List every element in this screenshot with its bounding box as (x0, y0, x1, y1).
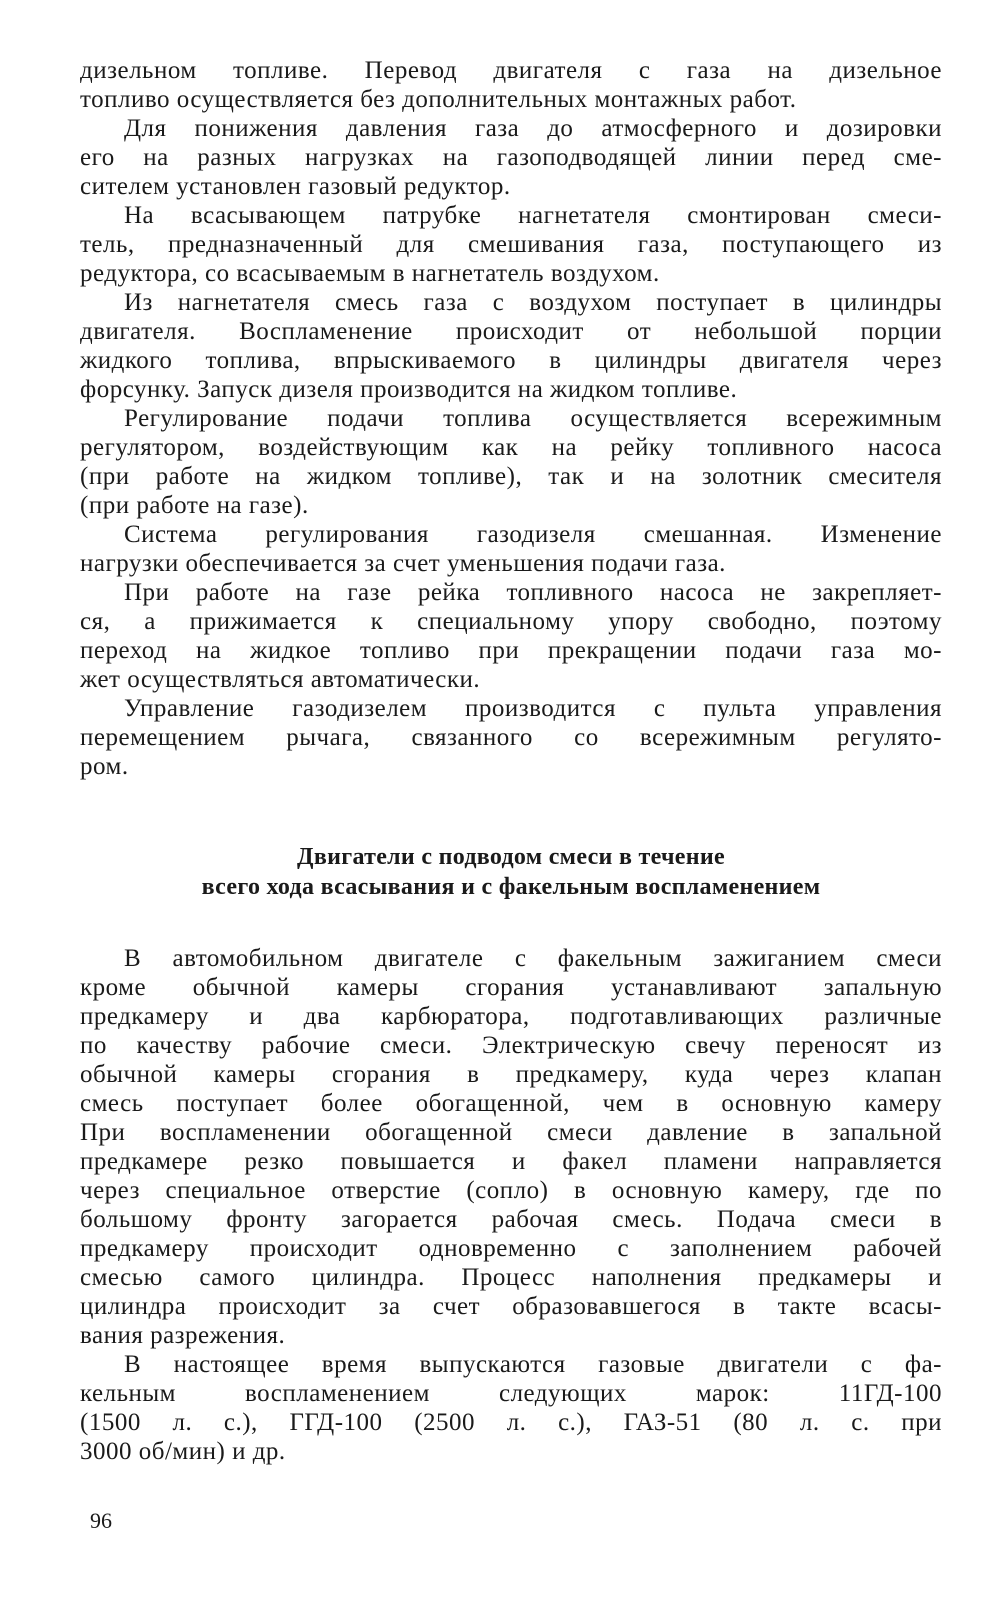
text-line: по качеству рабочие смеси. Электрическую свечу переносят из (80, 1032, 942, 1059)
text-line: смесью самого цилиндра. Процесс наполнения предкамеры и (80, 1264, 942, 1291)
text-line: (при работе на газе). (80, 492, 309, 519)
text-line: его на разных нагрузках на газоподводящей линии перед сме- (80, 144, 942, 171)
text-line: кельным воспламенением следующих марок: 11ГД-100 (80, 1380, 942, 1407)
text-line: предкамере резко повышается и факел пламени направляется (80, 1148, 942, 1175)
text-line: (при работе на жидком топливе), так и на золотник смесителя (80, 463, 942, 490)
text-line: кроме обычной камеры сгорания устанавливают запальную (80, 974, 942, 1001)
paragraph (80, 944, 942, 1350)
text-line: Из нагнетателя смесь газа с воздухом поступает в цилиндры (124, 289, 942, 316)
paragraph (80, 694, 942, 781)
text-line: При воспламенении обогащенной смеси давление в запальной (80, 1119, 942, 1146)
text-line: ром. (80, 753, 129, 780)
text-line: ся, а прижимается к специальному упору свободно, поэтому (80, 608, 942, 635)
paragraph (80, 288, 942, 404)
paragraph (80, 201, 942, 288)
heading-line: всего хода всасывания и с факельным воспламенением (201, 874, 821, 900)
paragraph (80, 578, 942, 694)
text-line: При работе на газе рейка топливного насоса не закрепляет- (124, 579, 942, 606)
text-line: Для понижения давления газа до атмосферного и дозировки (124, 115, 942, 142)
text-line: предкамеру и два карбюратора, подготавливающих различные (80, 1003, 942, 1030)
paragraph (80, 520, 942, 578)
text-line: через специальное отверстие (сопло) в основную камеру, где по (80, 1177, 942, 1204)
text-line: обычной камеры сгорания в предкамеру, куда через клапан (80, 1061, 942, 1088)
section-torch-ignition-text (80, 944, 942, 1466)
page-number: 96 (90, 1508, 112, 1533)
text-line: жет осуществляться автоматически. (80, 666, 481, 693)
paragraph (80, 1350, 942, 1466)
text-line: На всасывающем патрубке нагнетателя смонтирован смеси- (124, 202, 942, 229)
text-line: большому фронту загорается рабочая смесь. Подача смеси в (80, 1206, 942, 1233)
text-line: 3000 об/мин) и др. (80, 1438, 286, 1465)
text-line: двигателя. Воспламенение происходит от небольшой порции (80, 318, 942, 345)
text-line: предкамеру происходит одновременно с заполнением рабочей (80, 1235, 942, 1262)
text-line: цилиндра происходит за счет образовавшегося в такте всасы- (80, 1293, 942, 1320)
text-line: (1500 л. с.), ГГД-100 (2500 л. с.), ГАЗ-51 (80 л. с. при (80, 1409, 942, 1436)
text-line: тель, предназначенный для смешивания газа, поступающего из (80, 231, 942, 258)
text-line: смесь поступает более обогащенной, чем в основную камеру (80, 1090, 942, 1117)
text-line: сителем установлен газовый редуктор. (80, 173, 511, 200)
text-line: топливо осуществляется без дополнительных монтажных работ. (80, 86, 797, 113)
text-line: дизельном топливе. Перевод двигателя с газа на дизельное (80, 57, 942, 84)
text-line: Управление газодизелем производится с пульта управления (124, 695, 942, 722)
text-line: В настоящее время выпускаются газовые двигатели с фа- (124, 1351, 942, 1378)
paragraph (80, 56, 942, 114)
paragraph (80, 114, 942, 201)
section-gas-diesel-text (80, 56, 942, 781)
text-line: переход на жидкое топливо при прекращении подачи газа мо- (80, 637, 942, 664)
text-line: Регулирование подачи топлива осуществляется всережимным (124, 405, 942, 432)
text-line: Система регулирования газодизеля смешанная. Изменение (124, 521, 942, 548)
paragraph (80, 404, 942, 520)
text-line: В автомобильном двигателе с факельным зажиганием смеси (124, 945, 942, 972)
text-line: нагрузки обеспечивается за счет уменьшения подачи газа. (80, 550, 726, 577)
text-line: вания разрежения. (80, 1322, 286, 1349)
section-heading (80, 842, 942, 902)
text-line: форсунку. Запуск дизеля производится на жидком топливе. (80, 376, 738, 403)
text-line: перемещением рычага, связанного со всережимным регулято- (80, 724, 942, 751)
heading-line: Двигатели с подводом смеси в течение (297, 844, 725, 870)
text-line: редуктора, со всасываемым в нагнетатель воздухом. (80, 260, 660, 287)
text-line: жидкого топлива, впрыскиваемого в цилиндры двигателя через (80, 347, 942, 374)
book-page (80, 56, 942, 1466)
text-line: регулятором, воздействующим как на рейку топливного насоса (80, 434, 942, 461)
